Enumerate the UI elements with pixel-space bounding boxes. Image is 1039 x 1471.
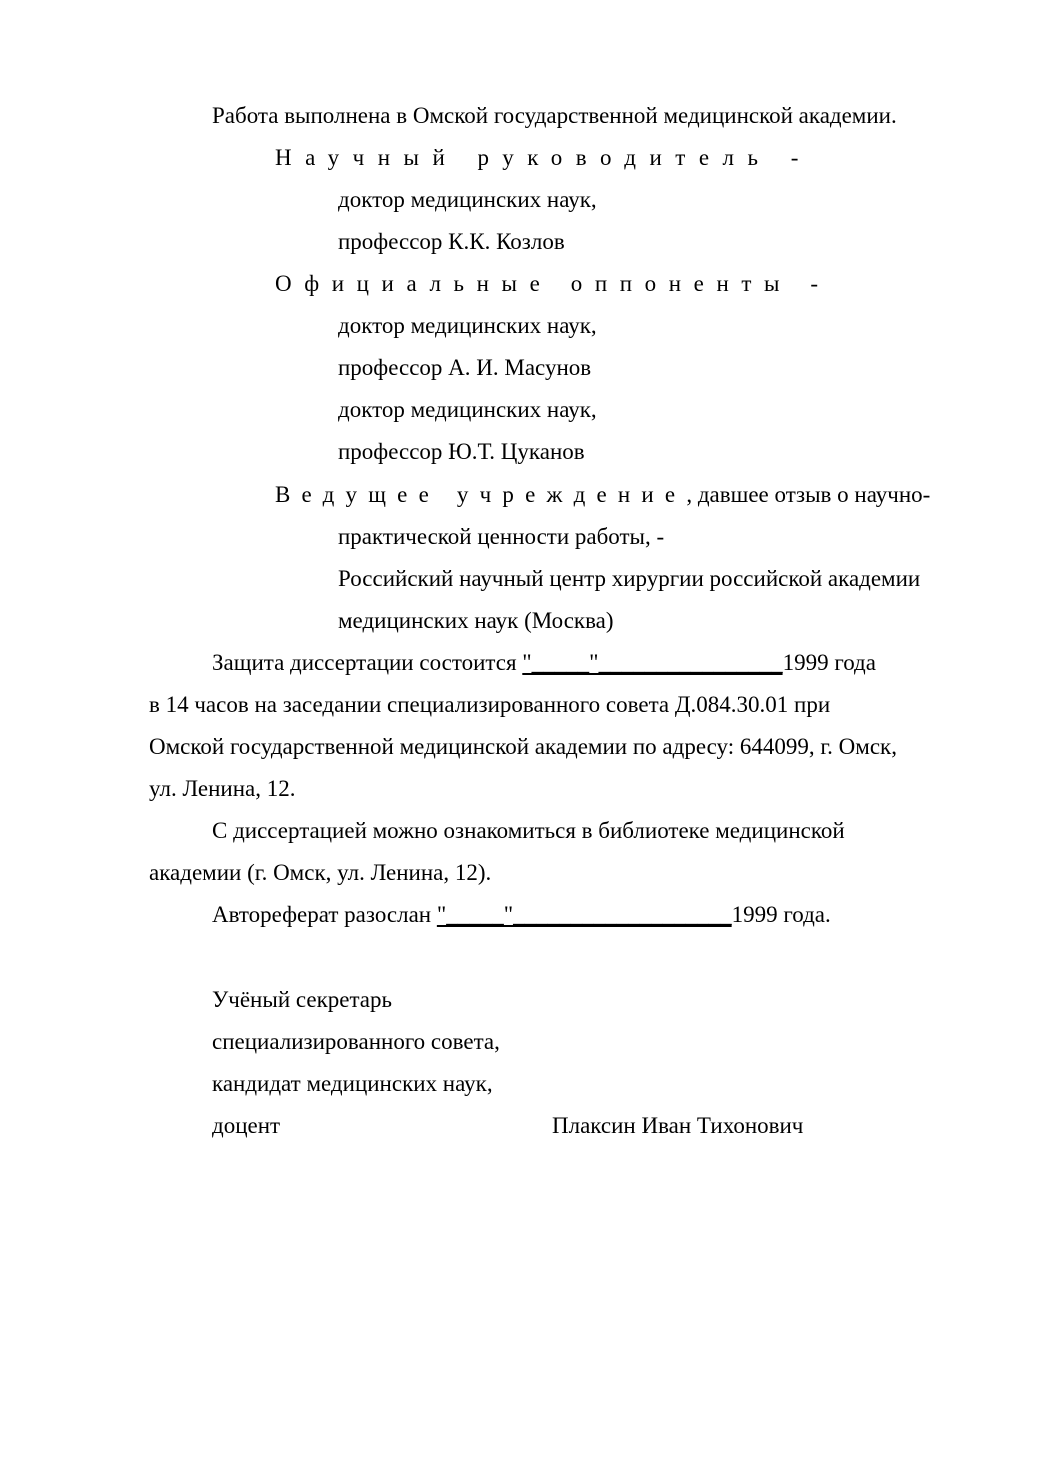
mailing-line bbox=[212, 901, 831, 929]
lead-institution-heading-spaced: Ведущее учреждение bbox=[275, 482, 687, 507]
defense-line-4: ул. Ленина, 12. bbox=[149, 776, 296, 801]
opponents-heading: Официальные оппоненты - bbox=[275, 271, 831, 296]
library-line-2: академии (г. Омск, ул. Ленина, 12). bbox=[149, 860, 492, 885]
lead-institution-line-4: медицинских наук (Москва) bbox=[338, 608, 614, 633]
supervisor-heading: Научный руководитель - bbox=[275, 145, 812, 170]
library-line-1: С диссертацией можно ознакомиться в библиотеке медицинской bbox=[212, 818, 845, 843]
lead-institution-heading-rest: , давшее отзыв о научно- bbox=[686, 482, 931, 507]
mailing-year: 1999 года. bbox=[731, 902, 831, 927]
secretary-line-2: специализированного совета, bbox=[212, 1029, 500, 1054]
defense-prefix: Защита диссертации состоится bbox=[212, 650, 523, 675]
opponent-2-degree: доктор медицинских наук, bbox=[338, 397, 597, 422]
mailing-date-blank: "_____"___________________ bbox=[436, 902, 732, 927]
secretary-line-1: Учёный секретарь bbox=[212, 987, 392, 1012]
opponent-1-name: профессор А. И. Масунов bbox=[338, 355, 592, 380]
lead-institution-heading bbox=[275, 481, 930, 509]
mailing-prefix: Автореферат разослан bbox=[212, 902, 437, 927]
lead-institution-line-2: практической ценности работы, - bbox=[338, 524, 665, 549]
secretary-line-4: доцент bbox=[212, 1113, 281, 1138]
supervisor-degree: доктор медицинских наук, bbox=[338, 187, 597, 212]
secretary-name: Плаксин Иван Тихонович bbox=[552, 1113, 804, 1138]
lead-institution-line-3: Российский научный центр хирургии российской академии bbox=[338, 566, 921, 591]
intro-line: Работа выполнена в Омской государственной медицинской академии. bbox=[212, 103, 897, 128]
opponent-2-name: профессор Ю.Т. Цуканов bbox=[338, 439, 585, 464]
defense-line-2: в 14 часов на заседании специализированного совета Д.084.30.01 при bbox=[149, 692, 831, 717]
defense-year: 1999 года bbox=[782, 650, 876, 675]
secretary-line-3: кандидат медицинских наук, bbox=[212, 1071, 493, 1096]
supervisor-name: профессор К.К. Козлов bbox=[338, 229, 565, 254]
opponent-1-degree: доктор медицинских наук, bbox=[338, 313, 597, 338]
defense-line-3: Омской государственной медицинской академии по адресу: 644099, г. Омск, bbox=[149, 734, 897, 759]
defense-date-blank: "_____"________________ bbox=[522, 650, 783, 675]
defense-line-1 bbox=[212, 649, 876, 677]
